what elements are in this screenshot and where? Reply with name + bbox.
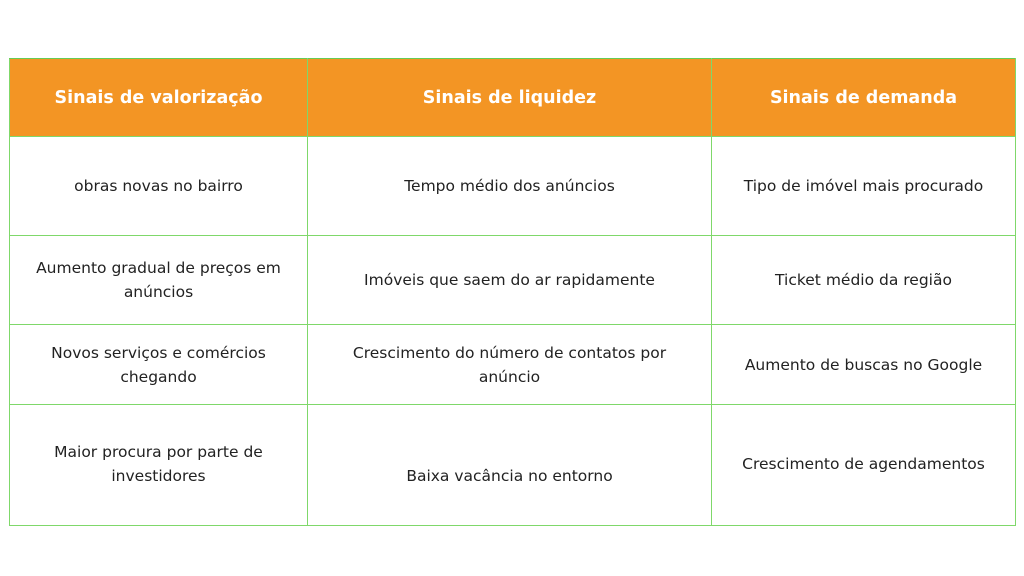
header-liquidez: Sinais de liquidez xyxy=(308,59,712,137)
table-row xyxy=(10,137,1016,236)
table-cell: Ticket médio da região xyxy=(712,236,1016,325)
table-cell: obras novas no bairro xyxy=(10,137,308,236)
header-demanda: Sinais de demanda xyxy=(712,59,1016,137)
table-row xyxy=(10,325,1016,405)
table-header-row xyxy=(10,59,1016,137)
table-cell: Novos serviços e comércios chegando xyxy=(10,325,308,405)
signals-table-container xyxy=(9,58,1015,526)
table-cell: Crescimento de agendamentos xyxy=(712,405,1016,526)
table-row xyxy=(10,236,1016,325)
table-row xyxy=(10,405,1016,526)
table-cell: Tipo de imóvel mais procurado xyxy=(712,137,1016,236)
table-cell: Maior procura por parte de investidores xyxy=(10,405,308,526)
table-cell: Aumento de buscas no Google xyxy=(712,325,1016,405)
table-cell: Aumento gradual de preços em anúncios xyxy=(10,236,308,325)
table-cell: Crescimento do número de contatos por anúncio xyxy=(308,325,712,405)
table-cell: Baixa vacância no entorno xyxy=(308,405,712,526)
table-cell: Imóveis que saem do ar rapidamente xyxy=(308,236,712,325)
table-cell: Tempo médio dos anúncios xyxy=(308,137,712,236)
signals-table xyxy=(9,58,1016,526)
header-valorizacao: Sinais de valorização xyxy=(10,59,308,137)
